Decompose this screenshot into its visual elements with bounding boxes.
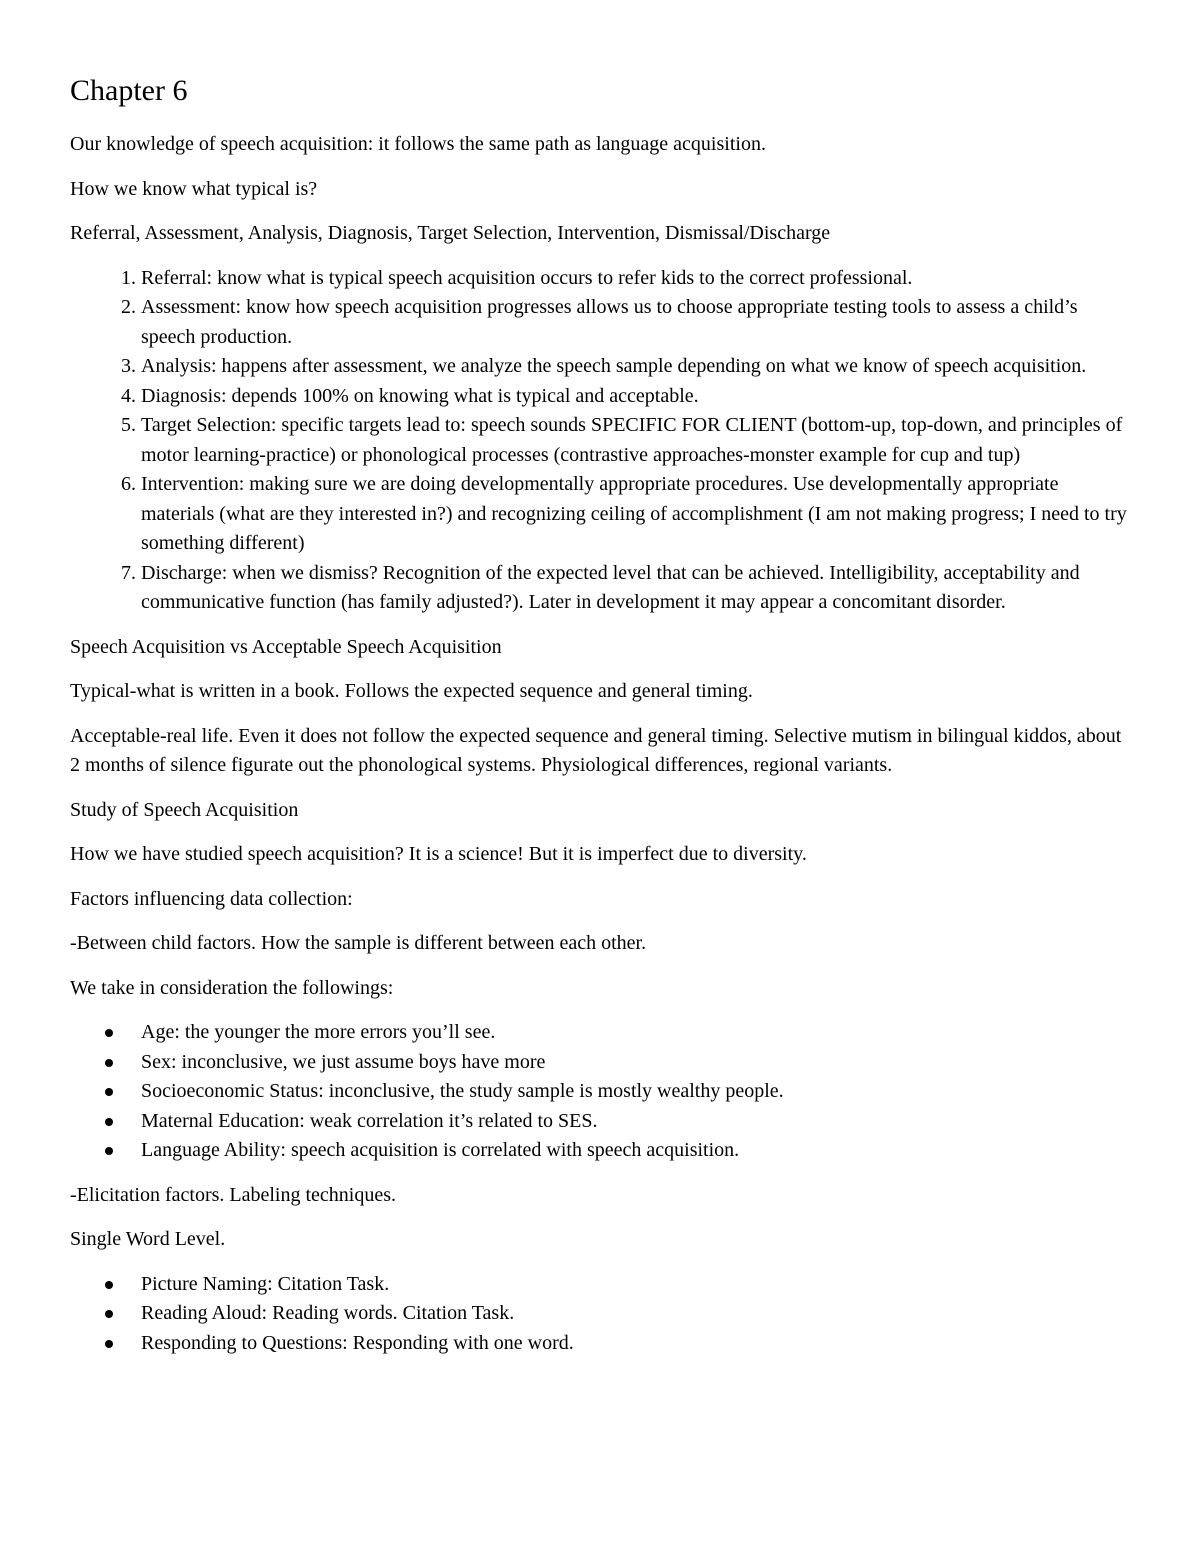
list-item: 3. Analysis: happens after assessment, we analyze the speech sample depending on what we know of speech acquisition. <box>141 352 1130 382</box>
bullet-icon <box>105 1029 113 1037</box>
section-heading-study: Study of Speech Acquisition <box>70 798 299 821</box>
factors-list <box>70 1018 1130 1166</box>
bullet-icon <box>105 1059 113 1067</box>
bullet-icon <box>105 1147 113 1155</box>
bullet-icon <box>105 1310 113 1318</box>
list-item: Picture Naming: Citation Task. <box>141 1270 1130 1300</box>
bullet-icon <box>105 1281 113 1289</box>
list-item: Socioeconomic Status: inconclusive, the study sample is mostly wealthy people. <box>141 1077 1130 1107</box>
single-word-list <box>70 1270 1130 1359</box>
list-item: Language Ability: speech acquisition is correlated with speech acquisition. <box>141 1136 1130 1166</box>
list-item: Age: the younger the more errors you’ll see. <box>141 1018 1130 1048</box>
intro-paragraph: Our knowledge of speech acquisition: it follows the same path as language acquisition. <box>70 133 766 155</box>
list-item: 4. Diagnosis: depends 100% on knowing what is typical and acceptable. <box>141 382 1130 412</box>
list-item: 2. Assessment: know how speech acquisition progresses allows us to choose appropriate testing tools to assess a child’s speech production. <box>141 293 1130 352</box>
question-paragraph: How we know what typical is? <box>70 177 318 200</box>
factors-heading: Factors influencing data collection: <box>70 887 353 910</box>
list-item: Reading Aloud: Reading words. Citation Task. <box>141 1299 1130 1329</box>
bullet-icon <box>105 1088 113 1096</box>
single-word-heading: Single Word Level. <box>70 1228 226 1250</box>
list-item: Responding to Questions: Responding with one word. <box>141 1329 1130 1359</box>
list-item: Maternal Education: weak correlation it’s related to SES. <box>141 1107 1130 1137</box>
elicitation-paragraph: -Elicitation factors. Labeling techniques. <box>70 1183 396 1206</box>
list-item: 6. Intervention: making sure we are doing developmentally appropriate procedures. Use developmentally appropriate materials (what are they interested in?) and recognizing ceiling of accomplishment (I am not making progress; I need to try something different) <box>141 470 1130 559</box>
study-paragraph: How we have studied speech acquisition? It is a science! But it is imperfect due to diversity. <box>70 843 807 865</box>
acceptable-paragraph: Acceptable-real life. Even it does not follow the expected sequence and general timing. Selective mutism in bilingual kiddos, about 2 months of silence figurate out the phonological systems. Physiological differences, regional variants. <box>70 724 1122 776</box>
list-item: Sex: inconclusive, we just assume boys have more <box>141 1048 1130 1078</box>
section-heading-acceptable: Speech Acquisition vs Acceptable Speech Acquisition <box>70 635 502 658</box>
bullet-icon <box>105 1118 113 1126</box>
list-item: 1. Referral: know what is typical speech acquisition occurs to refer kids to the correct professional. <box>141 264 1130 294</box>
typical-paragraph: Typical-what is written in a book. Follows the expected sequence and general timing. <box>70 680 753 702</box>
consideration-paragraph: We take in consideration the followings: <box>70 976 394 999</box>
between-child-paragraph: -Between child factors. How the sample is different between each other. <box>70 932 647 954</box>
process-steps-list <box>70 264 1130 618</box>
process-summary: Referral, Assessment, Analysis, Diagnosis, Target Selection, Intervention, Dismissal/Discharge <box>70 222 831 244</box>
list-item: 5. Target Selection: specific targets lead to: speech sounds SPECIFIC FOR CLIENT (bottom-up, top-down, and principles of motor learning-practice) or phonological processes (contrastive approaches-monster example for cup and tup) <box>141 411 1130 470</box>
bullet-icon <box>105 1340 113 1348</box>
list-item: 7. Discharge: when we dismiss? Recognition of the expected level that can be achieved. Intelligibility, acceptability and communicative function (has family adjusted?). Later in development it may appear a concomitant disorder. <box>141 559 1130 618</box>
chapter-title: Chapter 6 <box>70 74 188 107</box>
